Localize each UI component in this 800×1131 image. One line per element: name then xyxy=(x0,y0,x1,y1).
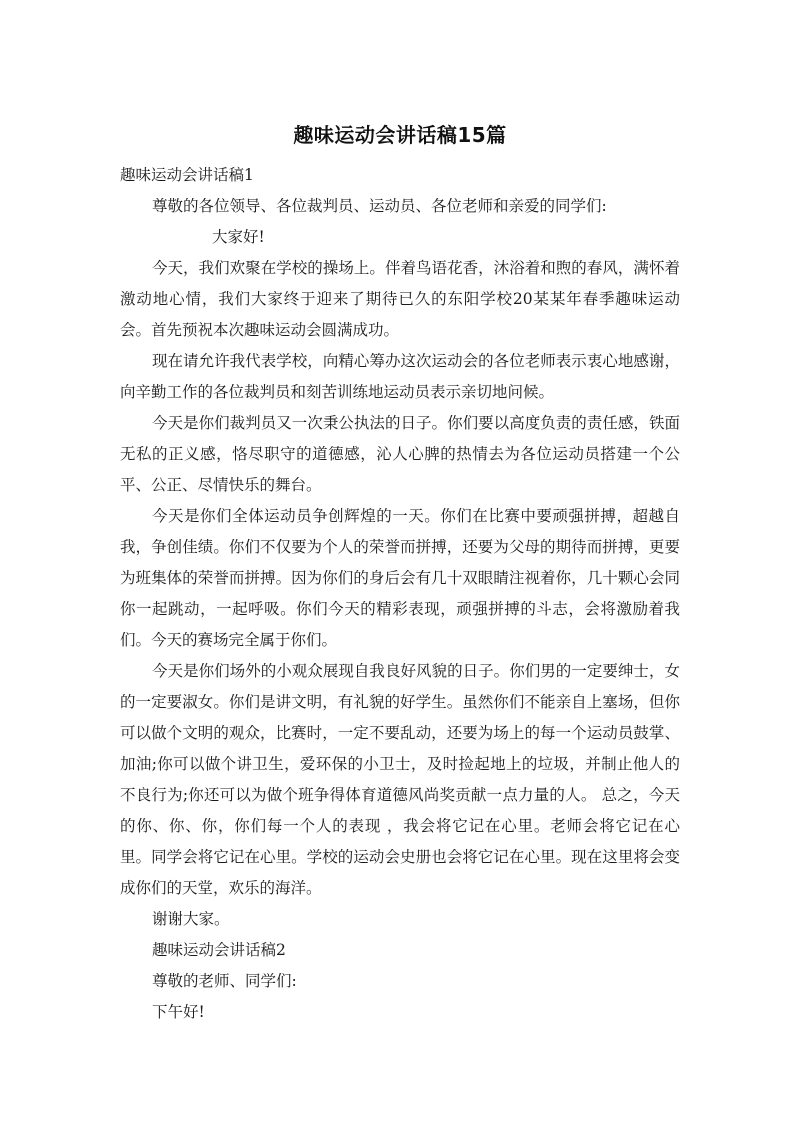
body-paragraph: 今天是你们全体运动员争创辉煌的一天。你们在比赛中要顽强拼搏，超越自我，争创佳绩。你们不仅要为个人的荣誉而拼搏，还要为父母的期待而拼搏，更要为班集体的荣誉而拼搏。因为你们的身后会有几十双眼睛注视着你，几十颗心会同你一起跳动，一起呼吸。你们今天的精彩表现，顽强拼搏的斗志，会将激励着我们。今天的赛场完全属于你们。 xyxy=(120,507,680,649)
salutation-paragraph-2: 尊敬的老师、同学们: xyxy=(152,972,297,990)
document-title: 趣味运动会讲话稿15篇 xyxy=(293,123,507,147)
section-heading-1: 趣味运动会讲话稿1 xyxy=(120,166,254,184)
closing-paragraph: 谢谢大家。 xyxy=(152,910,230,928)
body-paragraph: 今天是你们裁判员又一次秉公执法的日子。你们要以高度负责的责任感，铁面无私的正义感，恪尽职守的道德感，沁人心脾的热情去为各位运动员搭建一个公平、公正、尽情快乐的舞台。 xyxy=(120,414,680,494)
document-body xyxy=(120,160,680,1028)
greeting-paragraph-2: 下午好! xyxy=(152,1003,205,1021)
body-paragraph: 今天，我们欢聚在学校的操场上。伴着鸟语花香，沐浴着和煦的春风，满怀着激动地心情，我们大家终于迎来了期待已久的东阳学校20某某年春季趣味运动会。首先预祝本次趣味运动会圆满成功。 xyxy=(120,259,680,339)
greeting-paragraph: 大家好! xyxy=(212,228,265,246)
salutation-paragraph: 尊敬的各位领导、各位裁判员、运动员、各位老师和亲爱的同学们: xyxy=(152,197,607,215)
body-paragraph: 今天是你们场外的小观众展现自我良好风貌的日子。你们男的一定要绅士，女的一定要淑女。你们是讲文明，有礼貌的好学生。虽然你们不能亲自上塞场，但你可以做个文明的观众，比赛时，一定不要乱动，还要为场上的每一个运动员鼓掌、加油;你可以做个讲卫生，爱环保的小卫士，及时捡起地上的垃圾，并制止他人的不良行为;你还可以为做个班争得体育道德风尚奖贡献一点力量的人。 总之，今天的你、你、你，你们每一个人的表现 ，我会将它记在心里。老师会将它记在心里。同学会将它记在心里。学校的运动会史册也会将它记在心里。现在这里将会变成你们的天堂，欢乐的海洋。 xyxy=(120,662,680,897)
section-heading-2: 趣味运动会讲话稿2 xyxy=(152,941,286,959)
body-paragraph: 现在请允许我代表学校，向精心筹办这次运动会的各位老师表示衷心地感谢，向辛勤工作的各位裁判员和刻苦训练地运动员表示亲切地问候。 xyxy=(120,352,680,401)
